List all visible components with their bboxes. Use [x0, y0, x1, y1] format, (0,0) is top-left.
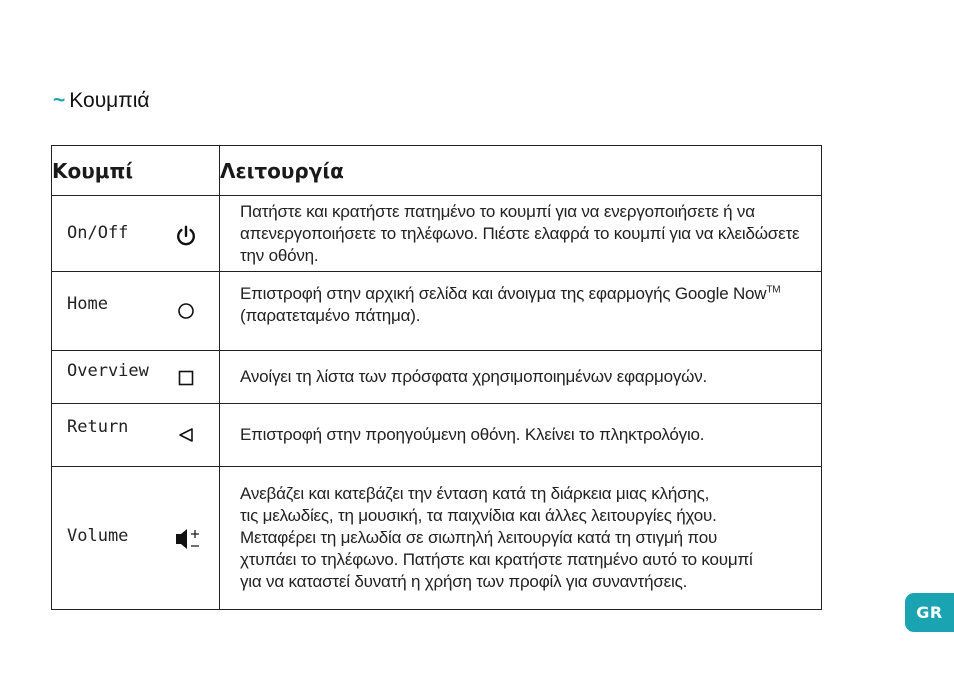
function-cell [220, 272, 822, 351]
function-line: τις μελωδίες, τη μουσική, τα παιχνίδια και άλλες λειτουργίες ήχου. [240, 506, 717, 525]
function-line: χτυπάει το τηλέφωνο. Πατήστε και κρατήστε πατημένο αυτό το κουμπί [240, 550, 753, 569]
function-text: Ανοίγει τη λίστα των πρόσφατα χρησιμοποιημένων εφαρμογών. [240, 367, 708, 386]
key-label: Volume [67, 526, 129, 546]
table-row [52, 272, 822, 351]
table-row [52, 351, 822, 404]
function-cell [220, 196, 822, 272]
key-cell-volume [52, 467, 220, 610]
volume-icon [175, 528, 203, 550]
function-line: Ανεβάζει και κατεβάζει την ένταση κατά τη διάρκεια μιας κλήσης, [240, 484, 710, 503]
table-row [52, 467, 822, 610]
key-label: Home [67, 294, 108, 314]
language-badge: GR [905, 593, 954, 632]
section-heading [53, 89, 150, 113]
home-circle-icon [175, 300, 197, 322]
buttons-table [51, 145, 822, 610]
function-line: για να καταστεί δυνατή η χρήση των προφίλ για συναντήσεις. [240, 572, 688, 591]
key-cell-onoff [52, 196, 220, 272]
key-cell-return [52, 404, 220, 467]
function-text: Επιστροφή στην αρχική σελίδα και άνοιγμα της εφαρμογής Google Now [240, 284, 767, 303]
key-label: Overview [67, 361, 149, 381]
function-cell [220, 404, 822, 467]
function-text: Επιστροφή στην προηγούμενη οθόνη. Κλείνει το πληκτρολόγιο. [240, 425, 705, 444]
power-icon [175, 225, 197, 247]
key-label: Return [67, 417, 129, 437]
trademark-sup: TM [766, 284, 781, 296]
heading-tilde: ~ [53, 89, 66, 112]
key-label: On/Off [67, 223, 129, 243]
heading-title: Κουμπιά [69, 89, 150, 112]
table-row [52, 404, 822, 467]
function-cell [220, 467, 822, 610]
header-function: Λειτουργία [220, 146, 822, 196]
function-text-tail: (παρατεταμένο πάτημα). [240, 306, 421, 325]
key-cell-home [52, 272, 220, 351]
function-cell [220, 351, 822, 404]
header-key: Κουμπί [52, 146, 220, 196]
function-text: Πατήστε και κρατήστε πατημένο το κουμπί για να ενεργοποιήσετε ή να απενεργοποιήσετε το τηλέφωνο. Πιέστε ελαφρά το κουμπί για να κλειδώσετε την οθόνη. [240, 201, 800, 265]
table-header-row [52, 146, 822, 196]
key-cell-overview [52, 351, 220, 404]
function-line: Μεταφέρει τη μελωδία σε σιωπηλή λειτουργία κατά τη στιγμή που [240, 528, 718, 547]
back-triangle-icon [175, 424, 197, 446]
overview-square-icon [175, 367, 197, 389]
table-row [52, 196, 822, 272]
